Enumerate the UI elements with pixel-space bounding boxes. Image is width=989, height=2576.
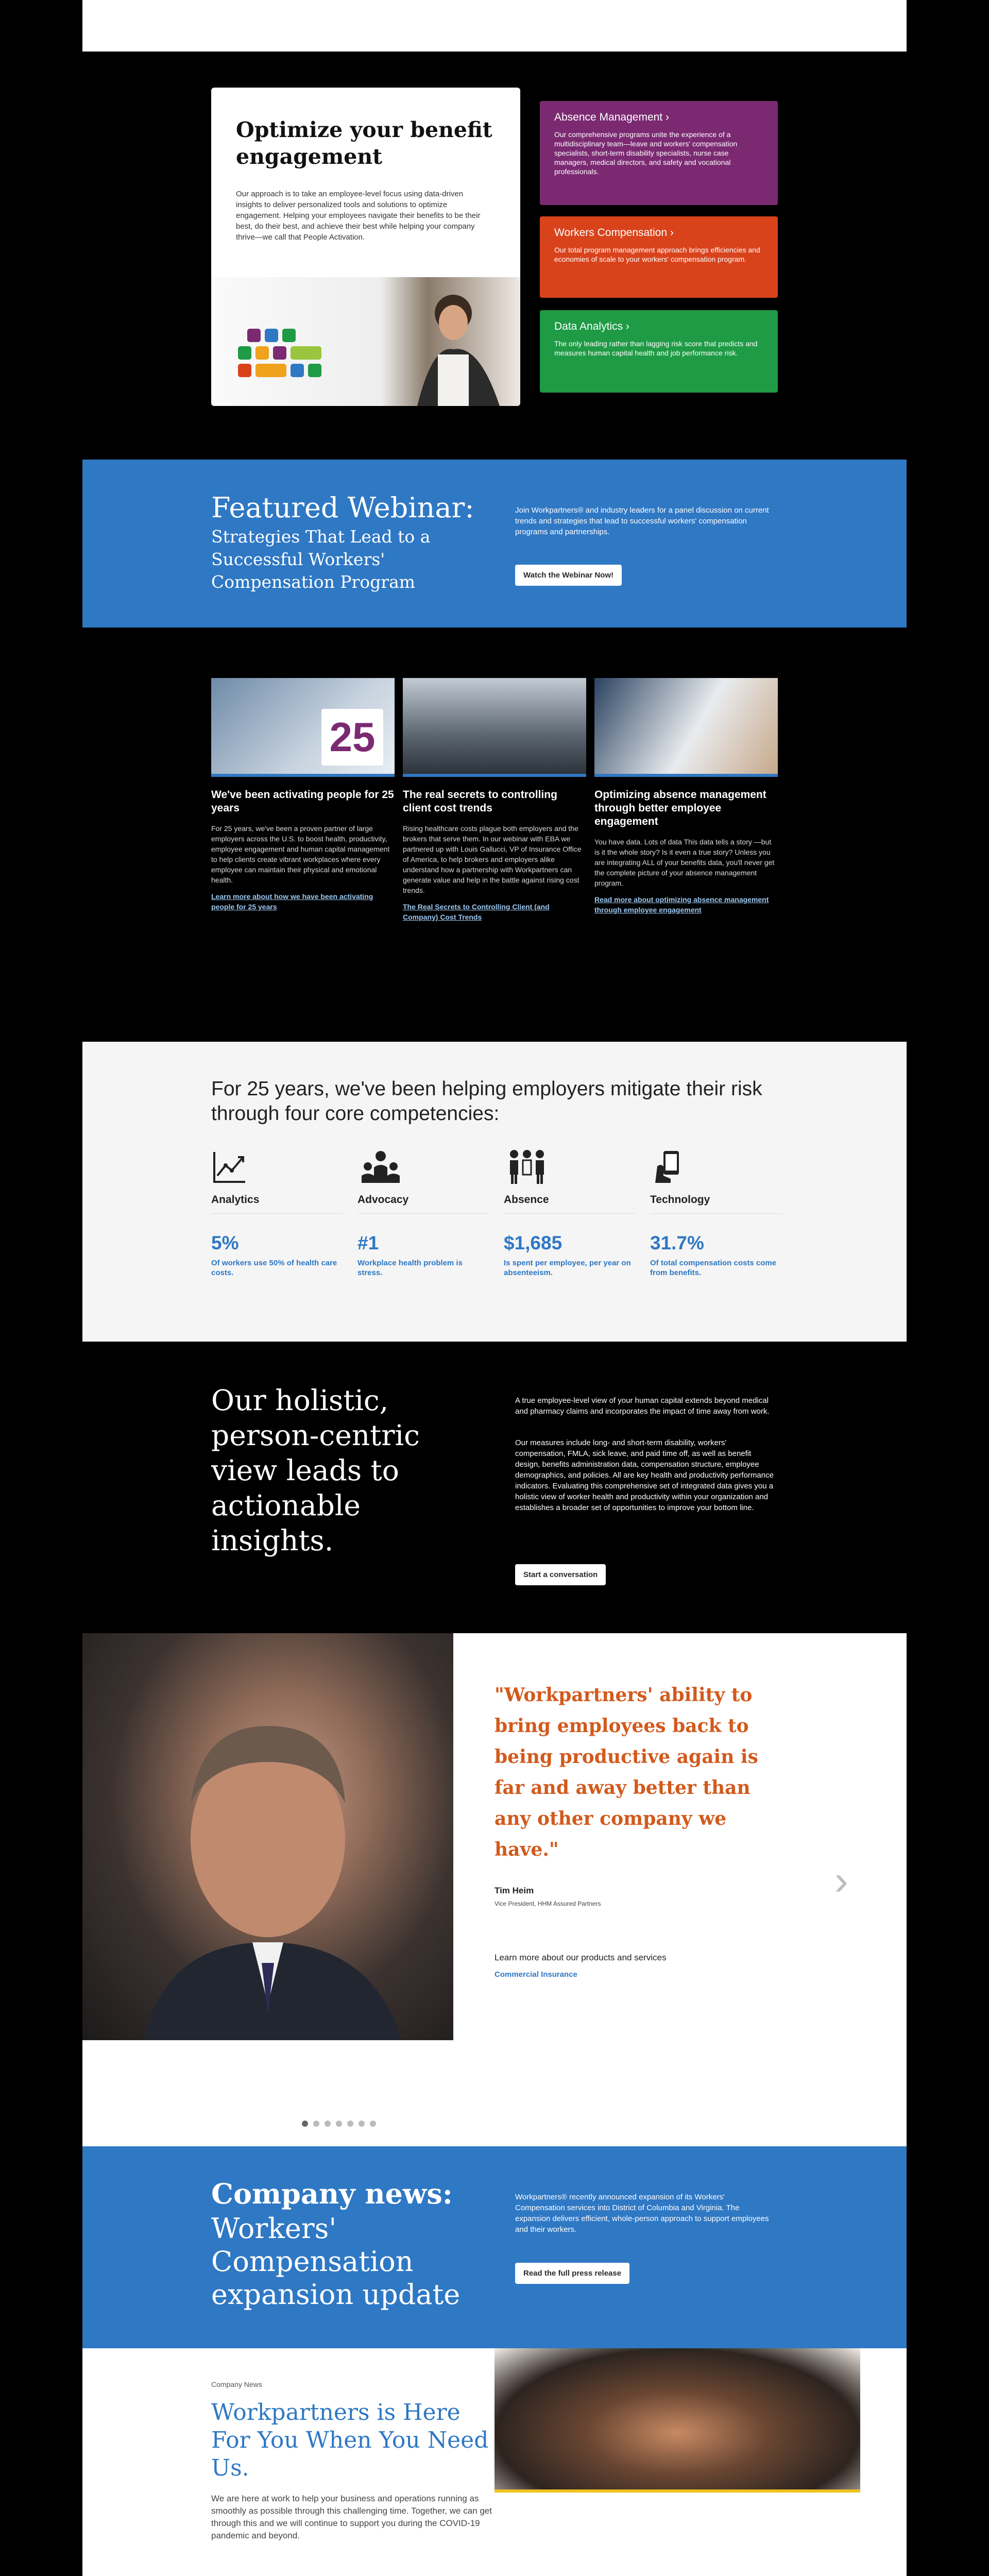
holistic-body: Our measures include long- and short-term disability, workers' compensation, FMLA, sick leave, and paid time off, as well as benefit design, benefits administration data, compensation structure, employee demographics, and policies. All are key health and productivity performance indicators. Evaluating this comprehensive set of integrated data gives you a holistic view of worker health and productivity within your organization and establishes a broader set of opportunities to improve your bottom line.: [515, 1438, 774, 1512]
carousel-dot[interactable]: [313, 2121, 319, 2127]
article-25-years: [211, 678, 395, 912]
carousel-dot[interactable]: [336, 2121, 342, 2127]
competency-name: Advocacy: [357, 1194, 489, 1214]
benefit-body: Our approach is to take an employee-level focus using data-driven insights to deliver personalized tools and solutions to optimize engagement. Helping your employees navigate their benefits to be their best, do their best, and achieve their best while helping your company thrive—we call that People Activation.: [236, 190, 481, 242]
commercial-insurance-link[interactable]: Commercial Insurance: [494, 1970, 577, 1979]
competency-name: Analytics: [211, 1194, 343, 1214]
chevron-right-icon: ›: [625, 320, 629, 332]
hand-phone-icon: [650, 1149, 686, 1185]
article-body: For 25 years, we've been a proven partner of large employers across the U.S. to boost health, productivity, employee engagement and human capital management to help clients create vibrant workplaces where every employee can maintain their physical and emotional health.: [211, 824, 390, 884]
article-body: You have data. Lots of data This data tells a story —but is it the whole story? Is it even a true story? Unless you are integrating ALL of your benefits data, you'll never get the complete picture of your absence management program.: [594, 838, 775, 887]
webinar-banner: [82, 460, 907, 628]
news-body: Workpartners® recently announced expansion of its Workers' Compensation services into District of Columbia and Virginia. The expansion delivers efficient, whole-person approach to support employees and their workers.: [515, 2193, 769, 2234]
article-link[interactable]: Read more about optimizing absence management through employee engagement: [594, 895, 769, 914]
article-title: The real secrets to controlling client cost trends: [403, 789, 557, 814]
holistic-title: Our holistic, person-centric view leads to actionable insights.: [211, 1384, 420, 1557]
testimonial-role: Vice President, HHM Assured Partners: [494, 1900, 601, 1907]
tile-workers-title: Workers Compensation: [554, 227, 668, 239]
chart-icon: [211, 1149, 247, 1185]
benefit-title: Optimize your benefit engagement: [236, 117, 492, 169]
benefit-card: [211, 88, 520, 406]
carousel-dot[interactable]: [347, 2121, 353, 2127]
carousel-next-icon[interactable]: ›: [834, 1857, 848, 1903]
press-release-button[interactable]: Read the full press release: [515, 2263, 629, 2284]
carousel-dot[interactable]: [359, 2121, 365, 2127]
competency-name: Technology: [650, 1194, 782, 1214]
article-absence-management: [594, 678, 778, 915]
carousel-dots: [302, 2121, 376, 2127]
testimonial-name: Tim Heim: [494, 1886, 534, 1895]
holistic-intro: A true employee-level view of your human capital extends beyond medical and pharmacy claims and incorporates the impact of time away from work.: [515, 1396, 770, 1416]
tile-analytics-title: Data Analytics: [554, 320, 623, 332]
tile-data-analytics[interactable]: [540, 310, 778, 393]
tile-absence-title: Absence Management: [554, 111, 663, 123]
news-title: Company news:: [211, 2177, 453, 2210]
article-image-office: [403, 678, 586, 777]
feature-body: We are here at work to help your business and operations running as smoothly as possible through this challenging time. Together, we can get through this and we will continue to support you during the COVID-19 pandemic and beyond.: [211, 2494, 492, 2540]
testimonial-portrait: [82, 1633, 453, 2040]
people-icon: [504, 1149, 550, 1185]
competency-absence: [504, 1149, 636, 1278]
portrait-figure: [82, 1633, 453, 2040]
article-image-group-photo: [211, 678, 395, 777]
company-news-banner: [82, 2146, 907, 2348]
article-body: Rising healthcare costs plague both employers and the brokers that serve them. In our webinar with EBA we partnered up with Louis Gallucci, VP of Insurance Office of America, to help brokers and employers alike understand how a partnership with Workpartners can generate value and help in the battle against rising cost trends.: [403, 824, 582, 894]
competency-analytics: [211, 1149, 343, 1278]
competency-name: Absence: [504, 1194, 636, 1214]
webinar-subtitle: Strategies That Lead to a Successful Workers' Compensation Program: [211, 527, 431, 592]
competency-stat-desc: Workplace health problem is stress.: [357, 1259, 463, 1277]
competency-stat-desc: Of workers use 50% of health care costs.: [211, 1259, 337, 1277]
news-content-section: [82, 2348, 907, 2576]
competency-stat: 5%: [211, 1232, 239, 1253]
article-link[interactable]: Learn more about how we have been activating people for 25 years: [211, 892, 373, 911]
colored-tiles-illustration: [211, 277, 520, 406]
competencies-heading: For 25 years, we've been helping employers mitigate their risk through four core competencies:: [211, 1078, 762, 1125]
feature-title: Workpartners is Here For You When You Need Us.: [211, 2399, 489, 2481]
tile-workers-compensation[interactable]: [540, 216, 778, 298]
anniversary-badge: 25: [321, 709, 383, 766]
chevron-right-icon: ›: [665, 111, 669, 123]
testimonial-quote: "Workpartners' ability to bring employees back to being productive again is far and away better than any other company we have.": [494, 1684, 758, 1860]
article-image-meeting: [594, 678, 778, 777]
benefit-image: [211, 277, 520, 406]
tile-analytics-body: The only leading rather than lagging risk score that predicts and measures human capital health and job performance risk.: [554, 340, 758, 357]
carousel-dot[interactable]: [302, 2121, 308, 2127]
article-cost-trends: [403, 678, 586, 922]
start-conversation-button[interactable]: Start a conversation: [515, 1564, 606, 1585]
tile-workers-body: Our total program management approach brings efficiencies and economies of scale to your workers' compensation program.: [554, 246, 760, 263]
feature-label: Company News: [211, 2380, 262, 2388]
carousel-dot[interactable]: [370, 2121, 376, 2127]
article-link[interactable]: The Real Secrets to Controlling Client (and Company) Cost Trends: [403, 903, 550, 921]
competency-stat-desc: Is spent per employee, per year on absenteeism.: [504, 1259, 631, 1277]
competencies-section: [82, 1042, 907, 1342]
webinar-title: Featured Webinar:: [211, 492, 474, 524]
carousel-dot[interactable]: [325, 2121, 331, 2127]
tile-absence-management[interactable]: [540, 101, 778, 205]
competency-technology: [650, 1149, 782, 1278]
chevron-right-icon: ›: [670, 227, 674, 239]
article-title: We've been activating people for 25 years: [211, 789, 394, 814]
competency-stat: $1,685: [504, 1232, 562, 1253]
feature-image-woman: [494, 2348, 860, 2493]
top-white-panel: [82, 0, 907, 52]
tile-absence-body: Our comprehensive programs unite the experience of a multidisciplinary team—leave and workers' compensation specialists, short-term disability specialists, nurse case managers, medical directors, and safety and vocational professionals.: [554, 130, 738, 176]
competency-stat: #1: [357, 1232, 379, 1253]
learn-more-text: Learn more about our products and services: [494, 1953, 667, 1962]
competency-stat: 31.7%: [650, 1232, 704, 1253]
advocacy-icon: [357, 1149, 404, 1185]
competency-advocacy: [357, 1149, 489, 1278]
competency-stat-desc: Of total compensation costs come from benefits.: [650, 1259, 777, 1277]
article-title: Optimizing absence management through better employee engagement: [594, 789, 766, 827]
testimonial-section: [82, 1633, 907, 2146]
webinar-body: Join Workpartners® and industry leaders for a panel discussion on current trends and strategies that lead to successful workers' compensation programs and partnerships.: [515, 506, 769, 536]
news-subtitle: Workers' Compensation expansion update: [211, 2212, 461, 2311]
watch-webinar-button[interactable]: Watch the Webinar Now!: [515, 565, 622, 586]
